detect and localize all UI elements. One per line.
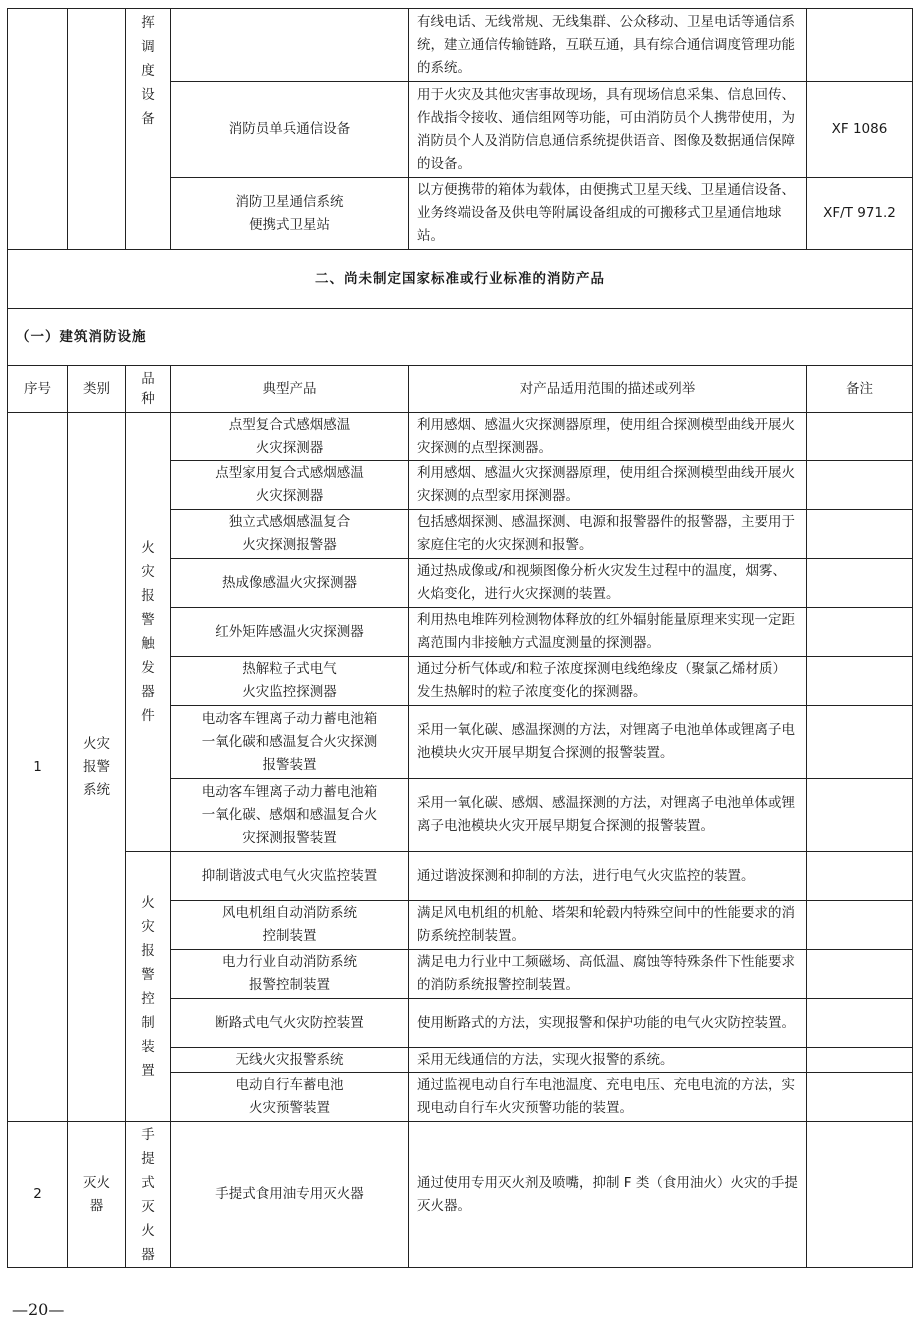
section-title: 二、尚未制定国家标准或行业标准的消防产品 (8, 250, 913, 309)
table-row (8, 852, 913, 901)
product-cell: 电动客车锂离子动力蓄电池箱 一氧化碳和感温复合火灾探测 报警装置 (171, 706, 409, 779)
desc-cell: 包括感烟探测、感温探测、电源和报警器件的报警器，主要用于家庭住宅的火灾探测和报警。 (409, 510, 807, 559)
idx-cell: 1 (8, 413, 68, 1122)
desc-cell: 通过使用专用灭火剂及喷嘴，抑制 F 类（食用油火）火灾的手提灭火器。 (409, 1122, 807, 1268)
variety-vertical-text (126, 891, 170, 1083)
product-cell: 消防卫星通信系统 便携式卫星站 (171, 178, 409, 250)
desc-cell: 以方便携带的箱体为载体，由便携式卫星天线、卫星通信设备、业务终端设备及供电等附属设备组成的可搬移式卫星通信地球站。 (409, 178, 807, 250)
variety-char: 警 (141, 966, 155, 983)
desc-cell: 用于火灾及其他灾害事故现场，具有现场信息采集、信息回传、作战指令接收、通信组网等功能，可由消防员个人携带使用，为消防员个人及消防信息通信系统提供语音、图像及数据通信保障的设备。 (409, 82, 807, 178)
idx-cell (8, 9, 68, 250)
variety-char: 器 (141, 684, 155, 700)
idx-cell: 2 (8, 1122, 68, 1268)
note-cell (807, 706, 913, 779)
variety-char: 警 (141, 612, 155, 628)
desc-cell: 利用热电堆阵列检测物体释放的红外辐射能量原理来实现一定距离范围内非接触方式温度测量的探测器。 (409, 608, 807, 657)
subsection-title: （一）建筑消防设施 (8, 309, 913, 366)
desc-cell: 满足电力行业中工频磁场、高低温、腐蚀等特殊条件下性能要求的消防系统报警控制装置。 (409, 950, 807, 999)
desc-cell: 通过监视电动自行车电池温度、充电电压、充电电流的方法，实现电动自行车火灾预警功能的装置。 (409, 1073, 807, 1122)
variety-char: 置 (141, 1062, 155, 1079)
note-cell (807, 510, 913, 559)
note-cell (807, 9, 913, 82)
type-cell: 火灾 报警 系统 (68, 413, 126, 1122)
header-variety: 品 种 (126, 366, 171, 413)
product-cell (171, 9, 409, 82)
type-cell: 灭火 器 (68, 1122, 126, 1268)
header-idx: 序号 (8, 366, 68, 413)
variety-cell (126, 9, 171, 250)
note-cell (807, 779, 913, 852)
variety-char: 火 (141, 894, 155, 911)
desc-cell: 采用无线通信的方法，实现火报警的系统。 (409, 1048, 807, 1073)
standards-table (7, 8, 913, 1268)
variety-char: 控 (141, 990, 155, 1007)
header-row (8, 366, 913, 413)
variety-char: 制 (141, 1014, 155, 1031)
variety-char: 件 (141, 708, 155, 724)
note-cell (807, 657, 913, 706)
page-number: —20— (12, 1300, 65, 1319)
variety-char: 火 (141, 540, 155, 556)
desc-cell: 通过热成像或/和视频图像分析火灾发生过程中的温度，烟雾、火焰变化，进行火灾探测的装置。 (409, 559, 807, 608)
variety-vertical-text (126, 9, 170, 131)
variety-char: 火 (141, 1222, 155, 1239)
table-row (8, 413, 913, 461)
desc-cell: 使用断路式的方法，实现报警和保护功能的电气火灾防控装置。 (409, 999, 807, 1048)
desc-cell: 通过谐波探测和抑制的方法，进行电气火灾监控的装置。 (409, 852, 807, 901)
variety-char: 装 (141, 1038, 155, 1055)
note-cell (807, 1073, 913, 1122)
desc-cell: 利用感烟、感温火灾探测器原理，使用组合探测模型曲线开展火灾探测的点型家用探测器。 (409, 461, 807, 510)
variety-char: 触 (141, 636, 155, 652)
variety-char: 式 (141, 1174, 155, 1191)
desc-cell: 采用一氧化碳、感温探测的方法，对锂离子电池单体或锂离子电池模块火灾开展早期复合探测的报警装置。 (409, 706, 807, 779)
variety-char: 灾 (141, 918, 155, 935)
note-cell (807, 1122, 913, 1268)
note-cell: XF 1086 (807, 82, 913, 178)
variety-char: 手 (141, 1126, 155, 1143)
desc-cell: 满足风电机组的机舱、塔架和轮毂内特殊空间中的性能要求的消防系统控制装置。 (409, 901, 807, 950)
header-product: 典型产品 (171, 366, 409, 413)
variety-char: 调 (141, 39, 155, 55)
product-cell: 电力行业自动消防系统 报警控制装置 (171, 950, 409, 999)
variety-vertical-text (126, 1123, 170, 1267)
variety-char: 报 (141, 942, 155, 959)
variety-char: 灾 (141, 564, 155, 580)
header-note: 备注 (807, 366, 913, 413)
table-row (8, 9, 913, 82)
note-cell (807, 852, 913, 901)
variety-char: 提 (141, 1150, 155, 1167)
desc-cell: 利用感烟、感温火灾探测器原理，使用组合探测模型曲线开展火灾探测的点型探测器。 (409, 413, 807, 461)
header-type: 类别 (68, 366, 126, 413)
product-cell: 点型家用复合式感烟感温 火灾探测器 (171, 461, 409, 510)
variety-cell (126, 413, 171, 852)
product-cell: 红外矩阵感温火灾探测器 (171, 608, 409, 657)
section-title-row (8, 250, 913, 309)
note-cell (807, 559, 913, 608)
product-cell: 手提式食用油专用灭火器 (171, 1122, 409, 1268)
variety-char: 灭 (141, 1198, 155, 1215)
desc-cell: 有线电话、无线常规、无线集群、公众移动、卫星电话等通信系统，建立通信传输链路，互联互通，具有综合通信调度管理功能的系统。 (409, 9, 807, 82)
variety-char: 度 (141, 63, 155, 79)
variety-char: 挥 (141, 15, 155, 31)
header-desc: 对产品适用范围的描述或列举 (409, 366, 807, 413)
note-cell (807, 461, 913, 510)
product-cell: 点型复合式感烟感温 火灾探测器 (171, 413, 409, 461)
note-cell (807, 950, 913, 999)
product-cell: 抑制谐波式电气火灾监控装置 (171, 852, 409, 901)
variety-vertical-text (126, 536, 170, 728)
variety-char: 设 (141, 87, 155, 103)
product-cell: 电动客车锂离子动力蓄电池箱 一氧化碳、感烟和感温复合火 灾探测报警装置 (171, 779, 409, 852)
product-cell: 独立式感烟感温复合 火灾探测报警器 (171, 510, 409, 559)
note-cell: XF/T 971.2 (807, 178, 913, 250)
type-cell (68, 9, 126, 250)
note-cell (807, 999, 913, 1048)
product-cell: 热成像感温火灾探测器 (171, 559, 409, 608)
variety-cell (126, 1122, 171, 1268)
product-cell: 无线火灾报警系统 (171, 1048, 409, 1073)
note-cell (807, 608, 913, 657)
variety-char: 报 (141, 588, 155, 604)
variety-char: 器 (141, 1246, 155, 1263)
note-cell (807, 1048, 913, 1073)
note-cell (807, 413, 913, 461)
variety-cell (126, 852, 171, 1122)
product-cell: 消防员单兵通信设备 (171, 82, 409, 178)
note-cell (807, 901, 913, 950)
variety-char: 备 (141, 111, 155, 127)
product-cell: 电动自行车蓄电池 火灾预警装置 (171, 1073, 409, 1122)
variety-char: 发 (141, 660, 155, 676)
product-cell: 断路式电气火灾防控装置 (171, 999, 409, 1048)
product-cell: 热解粒子式电气 火灾监控探测器 (171, 657, 409, 706)
subsection-title-row (8, 309, 913, 366)
desc-cell: 采用一氧化碳、感烟、感温探测的方法，对锂离子电池单体或锂离子电池模块火灾开展早期复合探测的报警装置。 (409, 779, 807, 852)
table-row (8, 1122, 913, 1268)
desc-cell: 通过分析气体或/和粒子浓度探测电线绝缘皮（聚氯乙烯材质）发生热解时的粒子浓度变化的探测器。 (409, 657, 807, 706)
product-cell: 风电机组自动消防系统 控制装置 (171, 901, 409, 950)
